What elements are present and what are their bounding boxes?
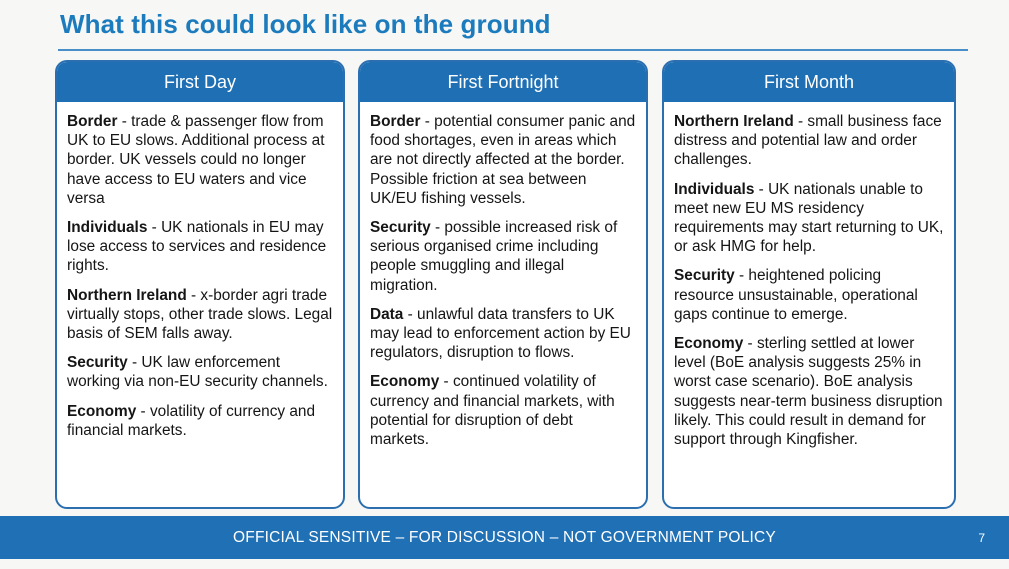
entry-label: Security	[67, 354, 128, 372]
entry-text: - trade & passenger flow from UK to EU slows. Additional process at border. UK vessels could no longer have access to EU waters and vice versa	[67, 113, 325, 207]
entry	[370, 218, 636, 295]
entry-label: Individuals	[67, 219, 148, 237]
entry-text: - potential consumer panic and food shortages, even in areas which are not directly affected at the border. Possible friction at sea between UK/EU fishing vessels.	[370, 113, 636, 207]
entry-text: - UK law enforcement working via non-EU security channels.	[67, 354, 328, 391]
entry-label: Border	[67, 113, 118, 130]
classification-label: OFFICIAL SENSITIVE – FOR DISCUSSION – NOT GOVERNMENT POLICY	[233, 529, 776, 546]
column-first-fortnight	[358, 60, 648, 509]
entry	[674, 334, 944, 449]
entry-text: - x-border agri trade virtually stops, other trade slows. Legal basis of SEM falls away.	[67, 286, 333, 343]
page-title: What this could look like on the ground	[60, 9, 551, 39]
entry-text: - sterling settled at lower level (BoE analysis suggests 25% in worst case scenario). BoE analysis suggests near-term business disruption likely. This could result in demand for support through Kingfisher.	[674, 335, 943, 449]
entry-label: Economy	[674, 335, 744, 353]
entry	[674, 112, 944, 170]
entry	[67, 112, 333, 208]
entry-text: - continued volatility of currency and financial markets, with potential for disruption of debt markets.	[370, 373, 615, 449]
entry-text: - small business face distress and potential law and order challenges.	[674, 113, 942, 169]
column-first-month	[662, 60, 956, 509]
column-first-day	[55, 60, 345, 509]
entry-label: Economy	[67, 402, 137, 420]
column-body	[664, 102, 954, 449]
entry	[370, 372, 636, 449]
entry	[370, 112, 636, 208]
entry	[67, 286, 333, 344]
column-header: First Month	[664, 62, 954, 102]
entry-label: Security	[674, 267, 735, 285]
entry-label: Northern Ireland	[67, 286, 187, 304]
entry	[67, 353, 333, 391]
entry-label: Border	[370, 113, 421, 130]
title-divider	[58, 49, 968, 51]
entry-text: - unlawful data transfers to UK may lead to enforcement action by EU regulators, disruption to flows.	[370, 305, 631, 362]
entry-label: Individuals	[674, 180, 755, 198]
entry-label: Security	[370, 219, 431, 237]
entry	[67, 402, 333, 440]
entry	[67, 218, 333, 276]
column-header: First Day	[57, 62, 343, 102]
column-header: First Fortnight	[360, 62, 646, 102]
entry-text: - volatility of currency and financial markets.	[67, 402, 316, 439]
footer-bar	[0, 516, 1009, 559]
column-body	[360, 102, 646, 449]
entry-label: Data	[370, 305, 404, 323]
entry	[370, 305, 636, 363]
entry	[674, 180, 944, 257]
entry-text: - UK nationals unable to meet new EU MS residency requirements may start returning to UK, or ask HMG for help.	[674, 180, 944, 256]
entry-text: - possible increased risk of serious organised crime including people smuggling and illegal migration.	[370, 219, 618, 294]
entry-text: - UK nationals in EU may lose access to services and residence rights.	[67, 219, 327, 275]
page-number: 7	[978, 531, 985, 545]
entry-label: Economy	[370, 373, 440, 391]
entry	[674, 266, 944, 324]
entry-text: - heightened policing resource unsustainable, operational gaps continue to emerge.	[674, 267, 918, 323]
column-body	[57, 102, 343, 440]
entry-label: Northern Ireland	[674, 113, 794, 130]
